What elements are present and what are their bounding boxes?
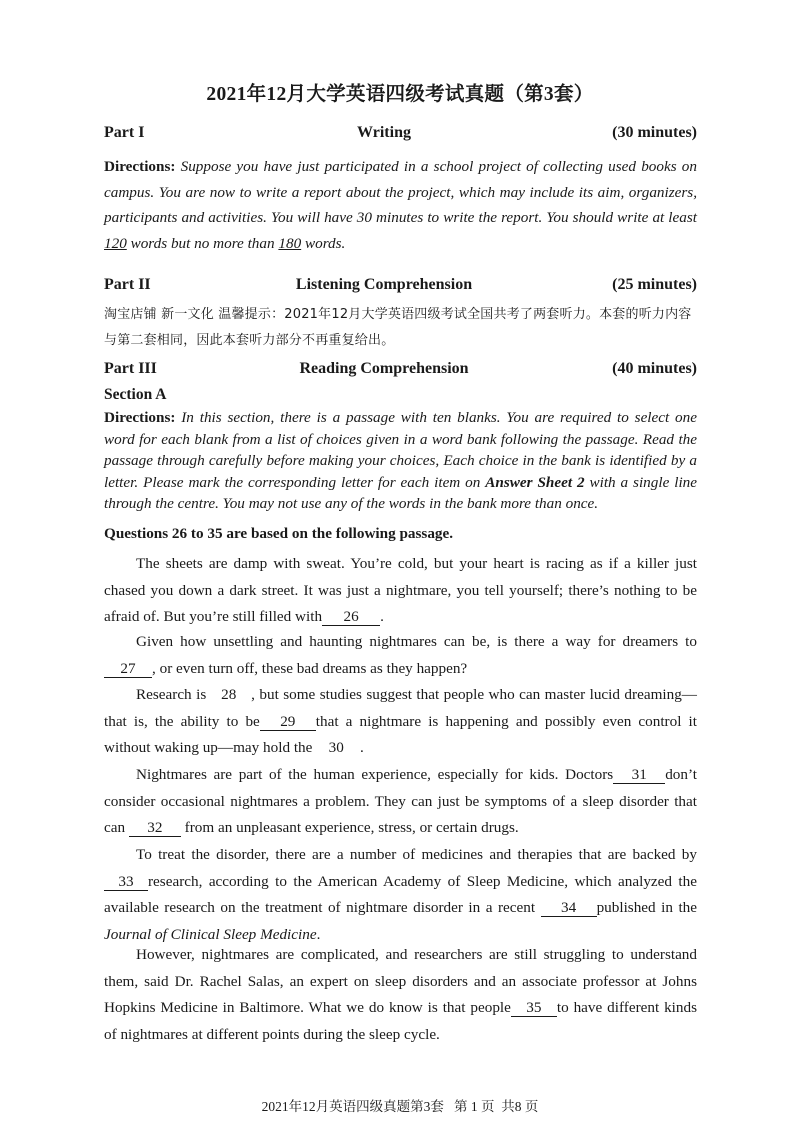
p1-text-a: The sheets are damp with sweat. You’re cold, but your heart is racing as if a killer just chased you down a dark street. It was just a nightmare, you tell yourself; there’s nothing to be afraid of. But you’re still filled with xyxy=(104,555,697,625)
part1-directions-text-c: words. xyxy=(301,234,346,252)
journal-name: Journal of Clinical Sleep Medicine xyxy=(104,925,317,943)
p5-text-a: To treat the disorder, there are a number of medicines and therapies that are backed by xyxy=(136,846,697,863)
part3-label: Part III xyxy=(104,360,157,377)
p2-text-a: Given how unsettling and haunting nightmares can be, is there a way for dreamers to xyxy=(136,633,697,650)
footer-page-label: 第 xyxy=(454,1099,468,1114)
passage-paragraph-1 xyxy=(104,551,697,631)
p3-text-a: Research is xyxy=(136,686,211,703)
blank-29: 29 xyxy=(260,713,316,731)
part3-heading xyxy=(104,360,697,384)
part3-directions xyxy=(104,407,697,515)
passage-paragraph-5 xyxy=(104,842,697,948)
p5-text-b: research, according to the American Academy of Sleep Medicine, which analyzed the available research on the treatment of nightmare disorder in a recent xyxy=(104,872,697,916)
blank-35: 35 xyxy=(511,999,557,1017)
passage-paragraph-4 xyxy=(104,762,697,842)
part2-name: Listening Comprehension xyxy=(295,276,473,293)
blank-34: 34 xyxy=(541,899,597,917)
part1-time: (30 minutes) xyxy=(612,124,697,141)
blank-33: 33 xyxy=(104,873,148,891)
p5-text-c: published in the xyxy=(596,899,697,916)
passage-paragraph-3 xyxy=(104,682,697,762)
part1-name: Writing xyxy=(357,124,411,141)
p3-text-b: , but some studies suggest that people who can master lucid dreaming—that is, the ability to be xyxy=(104,686,697,730)
part1-min-words: 120 xyxy=(104,234,127,252)
blank-30: 30 xyxy=(328,739,344,756)
blank-28: 28 xyxy=(221,686,237,703)
p1-text-b: . xyxy=(380,608,384,625)
part3-name: Reading Comprehension xyxy=(299,360,469,377)
passage-paragraph-2 xyxy=(104,629,697,682)
p3-text-d: . xyxy=(356,739,364,756)
part1-heading xyxy=(104,124,697,148)
p6-text-b: to have different kinds of nightmares at different points during the sleep cycle. xyxy=(104,999,697,1043)
p6-text-a: However, nightmares are complicated, and researchers are still struggling to understand them, said Dr. Rachel Salas, an expert on sleep disorders and an associate professor at Johns Hopkins Medicine in Baltimore. What we do know is that people xyxy=(104,946,697,1016)
part3-directions-label: Directions: xyxy=(104,409,176,426)
part2-note: 淘宝店铺 新一文化 温馨提示：2021年12月大学英语四级考试全国共考了两套听力。本套的听力内容与第二套相同，因此本套听力部分不再重复给出。 xyxy=(104,307,692,348)
part1-directions-text-b: words but no more than xyxy=(126,234,279,252)
footer-total-label: 共 xyxy=(501,1099,515,1114)
part1-directions-label: Directions: xyxy=(104,158,176,175)
footer-text: 2021年12月英语四级真题第3套 xyxy=(261,1099,444,1114)
blank-31: 31 xyxy=(613,766,665,784)
blank-27: 27 xyxy=(104,660,152,678)
questions-heading: Questions 26 to 35 are based on the following passage. xyxy=(104,525,454,542)
answer-sheet-label: Answer Sheet 2 xyxy=(485,473,585,491)
footer-page-unit: 页 xyxy=(481,1099,495,1114)
part2-heading xyxy=(104,276,697,300)
p3-text-c: that a nightmare is happening and possibly even control it without waking up—may hold the xyxy=(104,712,697,756)
page-title: 2021年12月大学英语四级考试真题（第3套） xyxy=(206,84,594,105)
part3-time: (40 minutes) xyxy=(612,360,697,377)
section-a-heading: Section A xyxy=(104,386,167,403)
footer-total-unit: 页 xyxy=(524,1099,539,1114)
p2-text-b: , or even turn off, these bad dreams as they happen? xyxy=(152,659,468,677)
passage-paragraph-6 xyxy=(104,942,697,1048)
part1-directions-text-a: Suppose you have just participated in a school project of collecting used books on campus. You are now to write a report about the project, which may include its aim, organizers, participants and activities. You will have 30 minutes to write the report. You should write at least xyxy=(104,158,697,227)
part2-label: Part II xyxy=(104,276,151,293)
blank-26: 26 xyxy=(322,608,380,626)
part2-time: (25 minutes) xyxy=(612,276,697,293)
page-footer xyxy=(0,1095,800,1115)
part1-directions xyxy=(104,154,697,256)
p4-text-b: don’t consider occasional nightmares a problem. They can just be symptoms of a sleep disorder that can xyxy=(104,766,697,836)
blank-32: 32 xyxy=(129,819,181,837)
part3-directions-text-a: In this section, there is a passage with ten blanks. You are required to select one word for each blank from a list of choices given in a word bank following the passage. Read the passage through carefully before making your choices, Each choice in the bank is identified by a letter. Please mark the corresponding letter for each item on xyxy=(104,409,697,491)
part3-directions-text-b: with a single line through the centre. You may not use any of the words in the bank more than once. xyxy=(104,473,697,513)
p4-text-c: from an unpleasant experience, stress, or certain drugs. xyxy=(180,819,519,836)
p5-text-d: . xyxy=(316,925,321,943)
p4-text-a: Nightmares are part of the human experience, especially for kids. Doctors xyxy=(136,766,614,783)
part1-label: Part I xyxy=(104,124,145,141)
footer-total-num: 8 xyxy=(514,1099,522,1114)
footer-page-num: 1 xyxy=(470,1099,478,1114)
part1-max-words: 180 xyxy=(278,234,302,252)
